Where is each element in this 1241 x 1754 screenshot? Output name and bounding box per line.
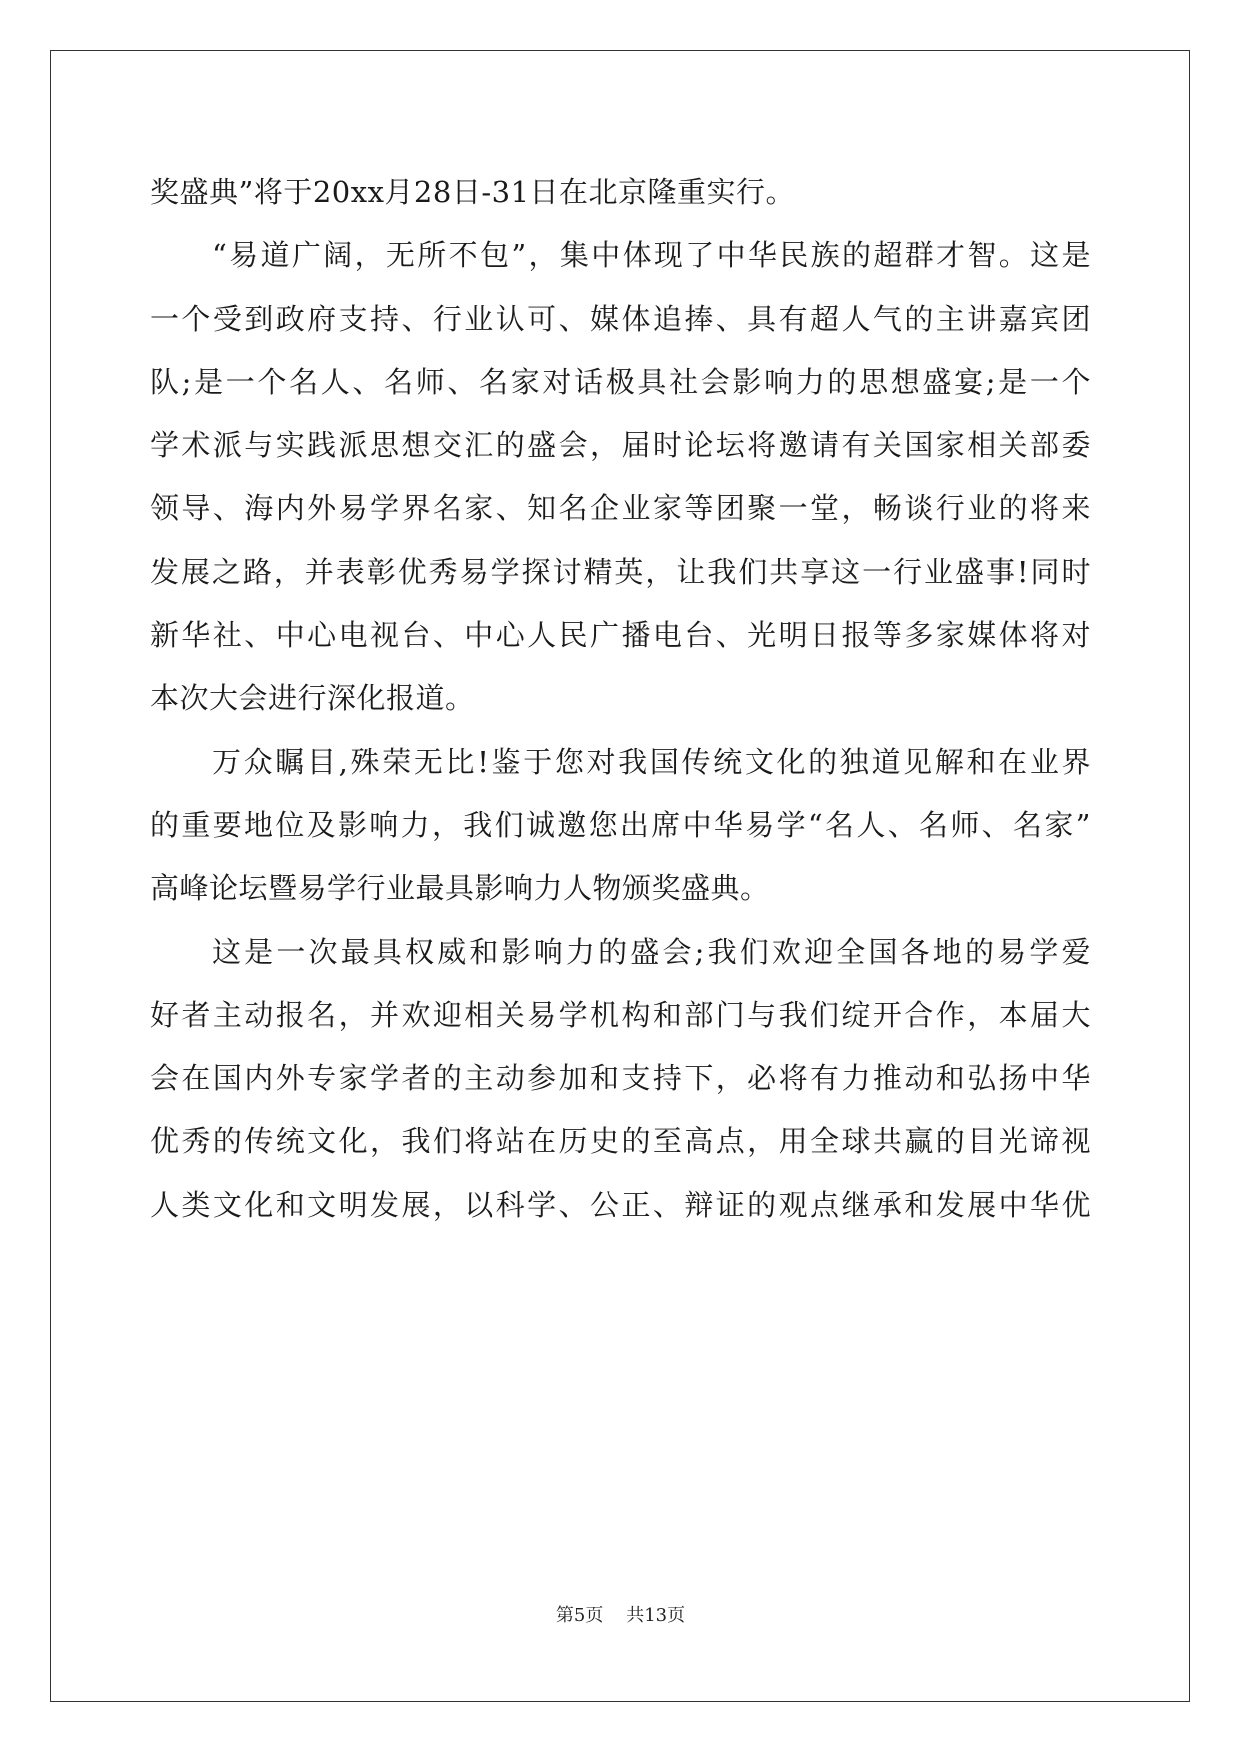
text-line: 人类文化和文明发展，以科学、公正、辩证的观点继承和发展中华优 bbox=[150, 1187, 1091, 1222]
text-line: 队;是一个名人、名师、名家对话极具社会影响力的思想盛宴;是一个 bbox=[150, 364, 1091, 399]
text-line: 这是一次最具权威和影响力的盛会;我们欢迎全国各地的易学爱 bbox=[212, 934, 1091, 969]
text-line: 新华社、中心电视台、中心人民广播电台、光明日报等多家媒体将对 bbox=[150, 618, 1091, 653]
text-line: 一个受到政府支持、行业认可、媒体追捧、具有超人气的主讲嘉宾团 bbox=[150, 301, 1091, 336]
text-line: 发展之路，并表彰优秀易学探讨精英，让我们共享这一行业盛事!同时 bbox=[150, 554, 1091, 589]
text-line: 领导、海内外易学界名家、知名企业家等团聚一堂，畅谈行业的将来 bbox=[150, 491, 1091, 526]
page-total: 共13页 bbox=[626, 1605, 686, 1626]
text-line: 优秀的传统文化，我们将站在历史的至高点，用全球共赢的目光谛视 bbox=[150, 1124, 1091, 1159]
text-line: 本次大会进行深化报道。 bbox=[150, 681, 475, 716]
page-number: 第5页 bbox=[555, 1605, 604, 1626]
text-line: 好者主动报名，并欢迎相关易学机构和部门与我们绽开合作，本届大 bbox=[150, 997, 1091, 1032]
text-line: 高峰论坛暨易学行业最具影响力人物颁奖盛典。 bbox=[150, 871, 770, 906]
page-footer bbox=[0, 1601, 1241, 1627]
text-line: 的重要地位及影响力，我们诚邀您出席中华易学“名人、名师、名家” bbox=[150, 807, 1091, 842]
document-body bbox=[150, 161, 1091, 1237]
text-line: 会在国内外专家学者的主动参加和支持下，必将有力推动和弘扬中华 bbox=[150, 1061, 1091, 1096]
text-line: “易道广阔，无所不包”，集中体现了中华民族的超群才智。这是 bbox=[212, 238, 1091, 273]
text-line: 奖盛典”将于20xx月28日-31日在北京隆重实行。 bbox=[150, 175, 796, 209]
text-line: 学术派与实践派思想交汇的盛会，届时论坛将邀请有关国家相关部委 bbox=[150, 428, 1091, 463]
text-line: 万众瞩目,殊荣无比!鉴于您对我国传统文化的独道见解和在业界 bbox=[212, 744, 1091, 779]
